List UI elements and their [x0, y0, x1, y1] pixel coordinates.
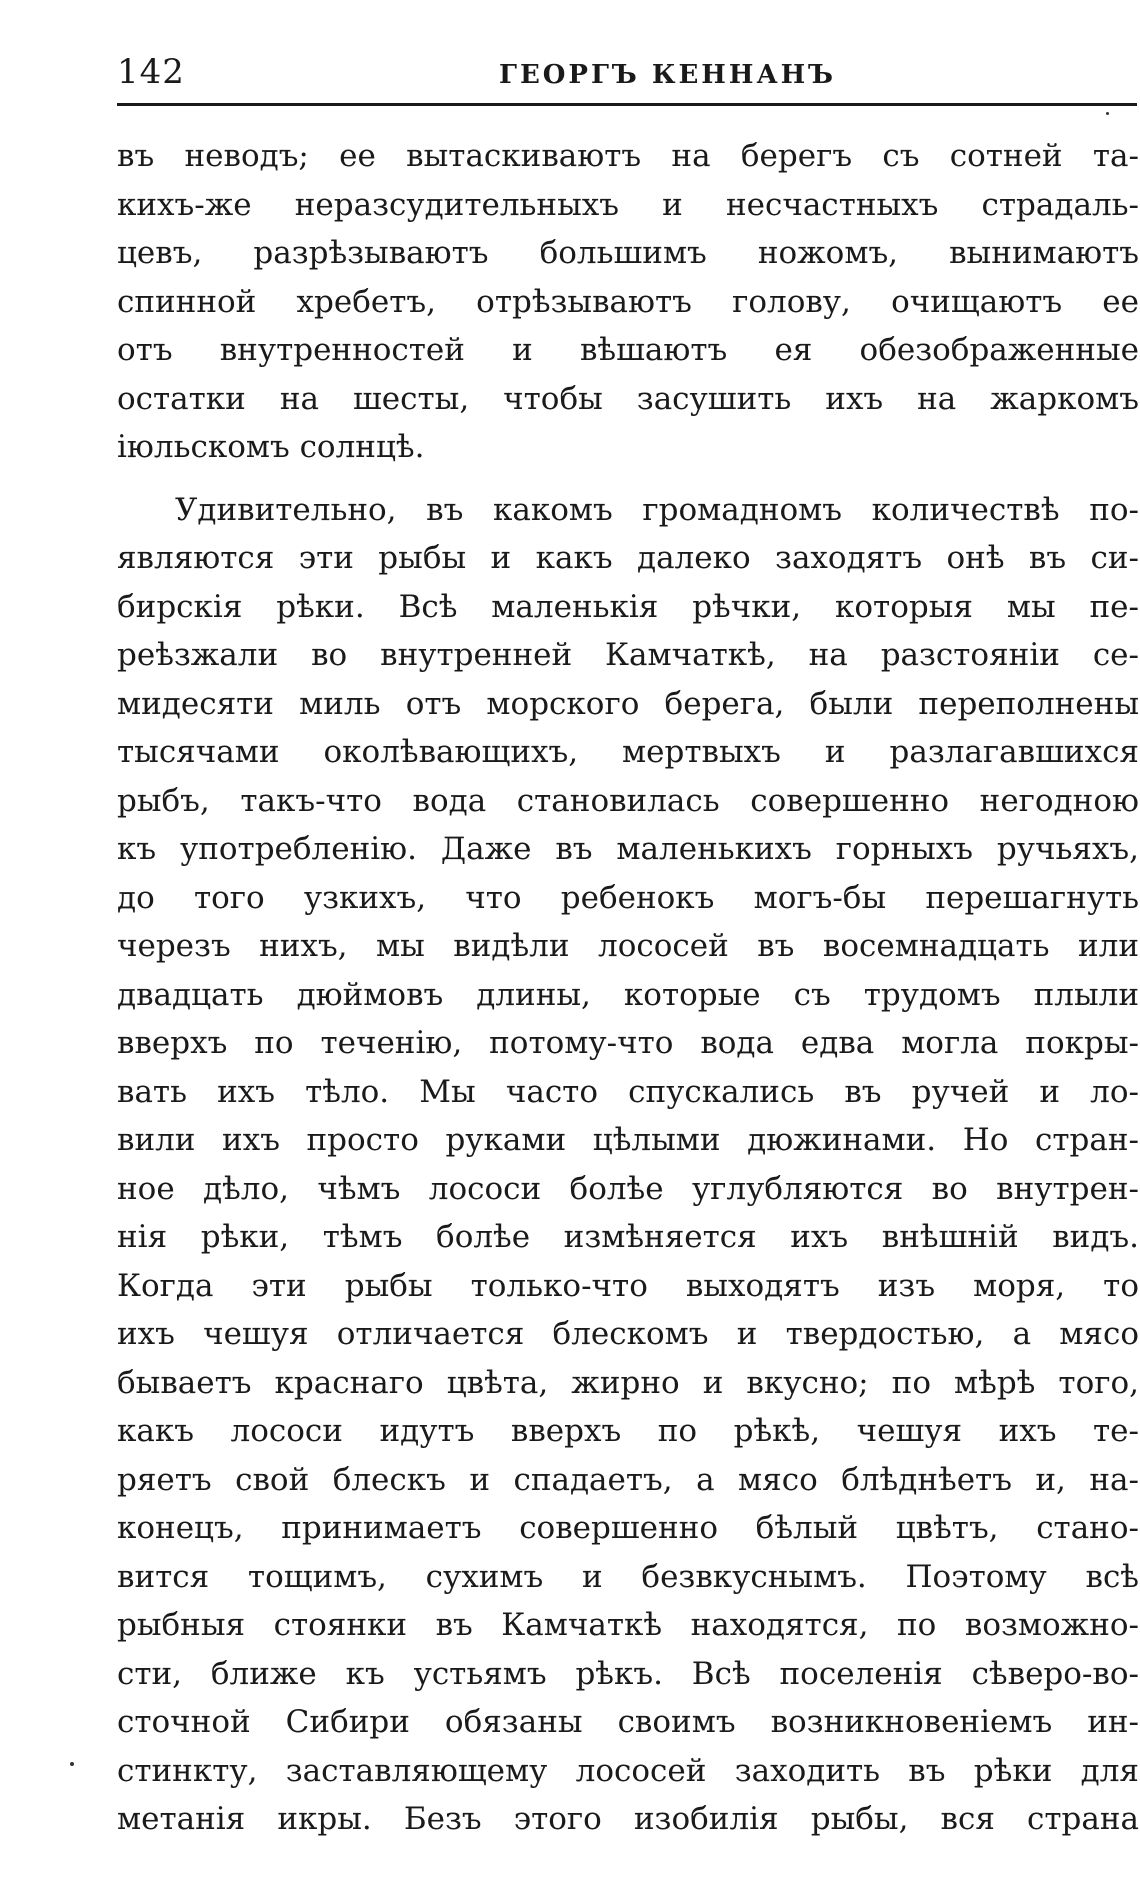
text-line: черезъ нихъ, мы видѣли лососей въ восемнадцать или	[117, 928, 1139, 964]
text-line: какъ лососи идутъ вверхъ по рѣкѣ, чешуя ихъ те-	[117, 1413, 1139, 1449]
text-line: рыбныя стоянки въ Камчаткѣ находятся, по возможно-	[117, 1607, 1139, 1643]
text-line: стинкту, заставляющему лососей заходить въ рѣки для	[117, 1752, 1139, 1789]
text-line: сти, ближе къ устьямъ рѣкъ. Всѣ поселенія сѣверо-во-	[117, 1655, 1139, 1692]
paragraph	[117, 486, 1139, 1844]
text-line: до того узкихъ, что ребенокъ могъ-бы перешагнуть	[117, 879, 1139, 916]
text-line: вится тощимъ, сухимъ и безвкуснымъ. Поэтому всѣ	[117, 1558, 1139, 1595]
text-line: спинной хребетъ, отрѣзываютъ голову, очищаютъ ее	[117, 283, 1139, 320]
print-speck	[1106, 112, 1109, 115]
text-line: реѣзжали во внутренней Камчаткѣ, на разстояніи се-	[117, 637, 1139, 673]
text-line: нія рѣки, тѣмъ болѣе измѣняется ихъ внѣшній видъ.	[117, 1219, 1139, 1255]
text-line: Когда эти рыбы только-что выходятъ изъ моря, то	[117, 1267, 1139, 1304]
paragraph-gap	[117, 472, 1139, 486]
text-line: конецъ, принимаетъ совершенно бѣлый цвѣтъ, стано-	[117, 1510, 1139, 1546]
text-line: отъ внутренностей и вѣшаютъ ея обезображенные	[117, 332, 1139, 368]
body-text	[117, 132, 1139, 1844]
running-head: ГЕОРГЪ КЕННАНЪ	[499, 60, 837, 90]
text-line: ихъ чешуя отличается блескомъ и твердостью, а мясо	[117, 1316, 1139, 1352]
text-line: вать ихъ тѣло. Мы часто спускались въ ручей и ло-	[117, 1073, 1139, 1110]
page-number: 142	[117, 52, 185, 92]
text-line: тысячами околѣвающихъ, мертвыхъ и разлагавшихся	[117, 734, 1139, 770]
header-rule	[117, 103, 1137, 106]
text-line: цевъ, разрѣзываютъ большимъ ножомъ, вынимаютъ	[117, 235, 1139, 271]
text-line: метанія икры. Безъ этого изобилія рыбы, вся страна	[117, 1801, 1139, 1837]
text-line: ное дѣло, чѣмъ лососи болѣе углубляются во внутрен-	[117, 1170, 1139, 1207]
text-line: въ неводъ; ее вытаскиваютъ на берегъ съ сотней та-	[117, 138, 1139, 174]
paragraph	[117, 132, 1139, 472]
text-line: остатки на шесты, чтобы засушить ихъ на жаркомъ	[117, 380, 1139, 417]
text-line: ряетъ свой блескъ и спадаетъ, а мясо блѣднѣетъ и, на-	[117, 1461, 1139, 1498]
text-line: бываетъ краснаго цвѣта, жирно и вкусно; по мѣрѣ того,	[117, 1364, 1139, 1401]
print-speck	[70, 1762, 74, 1766]
text-line: Удивительно, въ какомъ громадномъ количествѣ по-	[175, 491, 1139, 528]
text-line: двадцать дюймовъ длины, которые съ трудомъ плыли	[117, 976, 1139, 1013]
text-line: вверхъ по теченію, потому-что вода едва могла покры-	[117, 1025, 1139, 1061]
text-line: бирскія рѣки. Всѣ маленькія рѣчки, которыя мы пе-	[117, 588, 1139, 625]
text-line: къ употребленію. Даже въ маленькихъ горныхъ ручьяхъ,	[117, 831, 1139, 867]
text-line: вили ихъ просто руками цѣлыми дюжинами. Но стран-	[117, 1122, 1139, 1158]
text-line: являются эти рыбы и какъ далеко заходятъ онѣ въ си-	[117, 540, 1139, 576]
text-line: кихъ-же неразсудительныхъ и несчастныхъ страдаль-	[117, 186, 1139, 223]
text-line: іюльскомъ солнцѣ.	[117, 429, 425, 465]
text-line: рыбъ, такъ-что вода становилась совершенно негодною	[117, 782, 1139, 819]
text-line: мидесяти миль отъ морского берега, были переполнены	[117, 685, 1139, 722]
text-line: сточной Сибири обязаны своимъ возникновеніемъ ин-	[117, 1704, 1139, 1740]
